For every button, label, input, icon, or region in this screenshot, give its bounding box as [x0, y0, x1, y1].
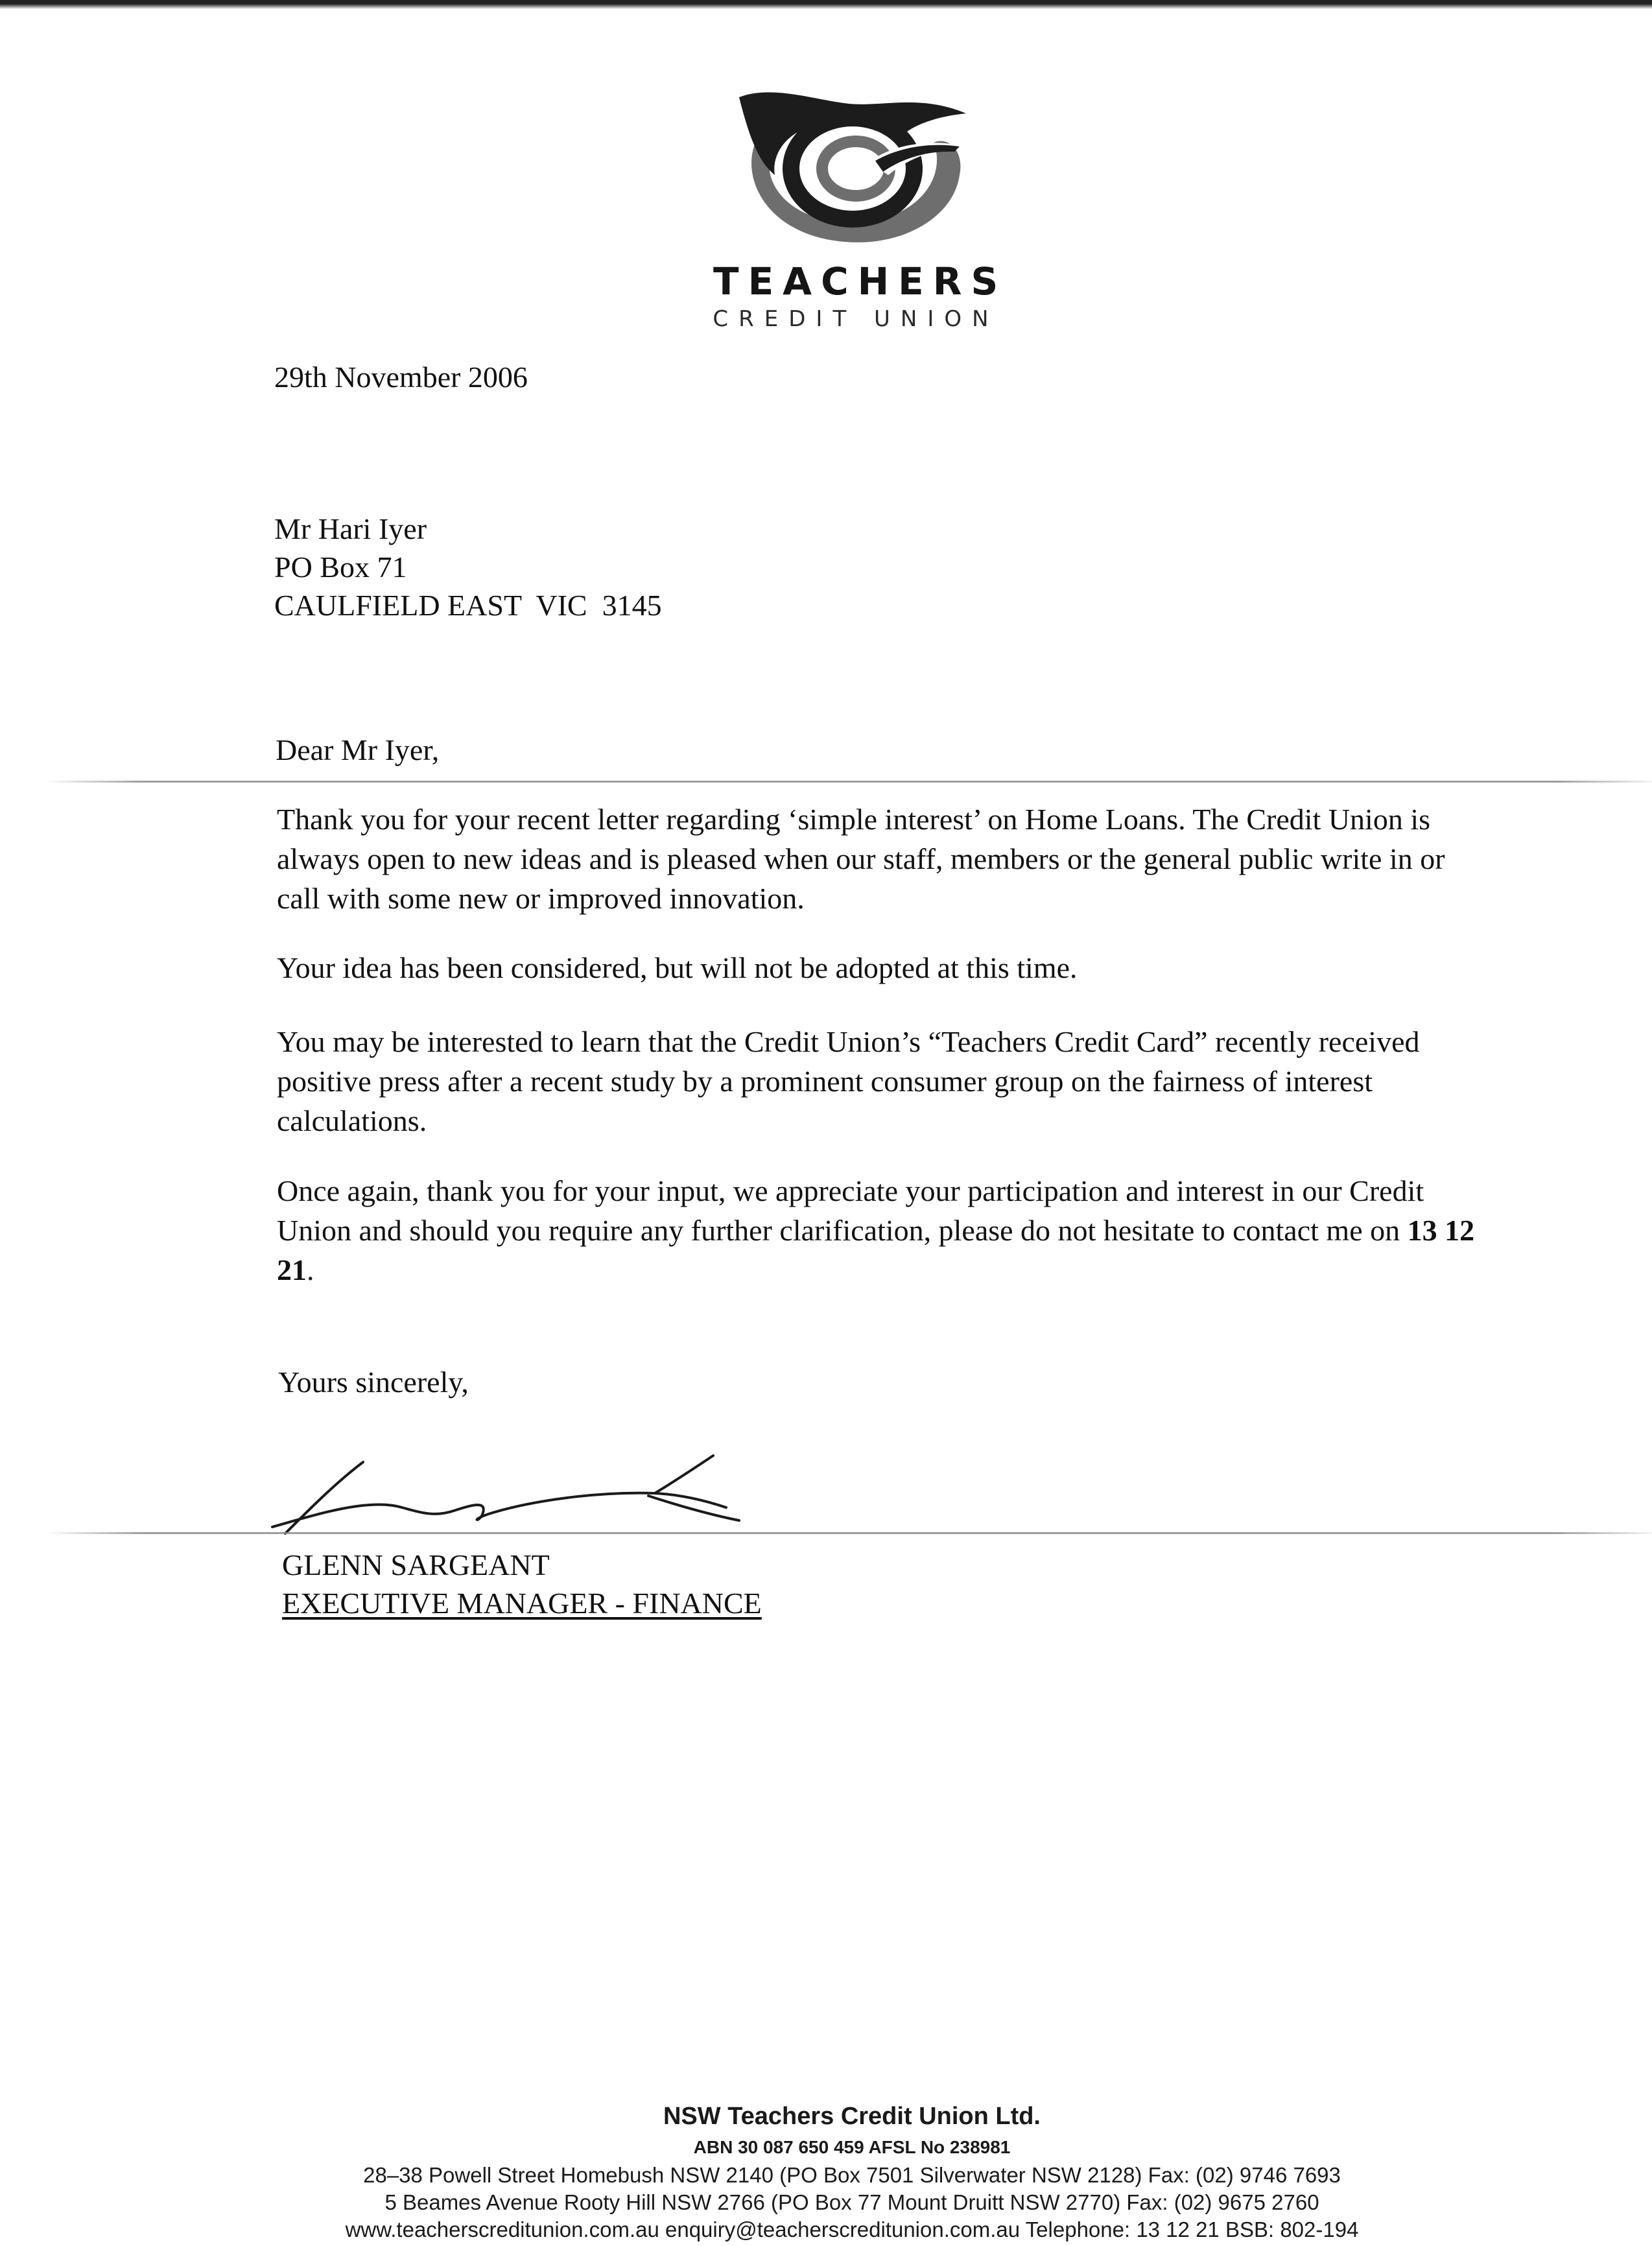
salutation: Dear Mr Iyer, [276, 733, 440, 766]
footer-registration: ABN 30 087 650 459 AFSL No 238981 [693, 2137, 1011, 2157]
closing-paragraph [277, 1171, 1483, 1290]
letter-date: 29th November 2006 [274, 361, 528, 394]
paragraph-text: Your idea has been considered, but will not be adopted at this time. [277, 951, 1078, 984]
fold-line [45, 1532, 1652, 1534]
paragraph-text: You may be interested to learn that the Credit Union’s “Teachers Credit Card” recently received positive press after a recent study by a prominent consumer group on the fairness of interest calculations. [277, 1025, 1420, 1137]
body-paragraph [277, 799, 1483, 918]
signatory-title: EXECUTIVE MANAGER - FINANCE [282, 1587, 762, 1620]
recipient-name: Mr Hari Iyer [274, 512, 427, 545]
teachers-credit-union-logo [713, 78, 1008, 332]
scan-edge [0, 0, 1652, 9]
valediction: Yours sincerely, [278, 1365, 469, 1399]
footer-contact: www.teacherscreditunion.com.au enquiry@teacherscreditunion.com.au Telephone: 13 12 21 BSB: 802-194 [345, 2217, 1359, 2241]
signature-icon [259, 1436, 778, 1540]
logo-wordmark: TEACHERS [713, 259, 1008, 303]
recipient-address-line1: PO Box 71 [274, 550, 407, 584]
fold-line [45, 781, 1652, 783]
logo-subtitle: CREDIT UNION [713, 306, 999, 332]
paragraph-text: Thank you for your recent letter regarding ‘simple interest’ on Home Loans. The Credit Union is always open to new ideas and is pleased when our staff, members or the general public write in or call with some new or improved innovation. [277, 803, 1445, 915]
logo-emblem-icon [713, 78, 998, 259]
body-paragraph [277, 948, 1483, 987]
footer-org-name: NSW Teachers Credit Union Ltd. [663, 2103, 1041, 2130]
body-paragraph [277, 1022, 1483, 1141]
closing-paragraph-text [277, 1171, 1483, 1290]
footer-address-homebush: 28–38 Powell Street Homebush NSW 2140 (PO Box 7501 Silverwater NSW 2128) Fax: (02) 9746 7693 [363, 2163, 1341, 2187]
closing-paragraph-end: . [307, 1253, 314, 1286]
recipient-address-line2: CAULFIELD EAST VIC 3145 [274, 589, 662, 622]
signatory-name: GLENN SARGEANT [282, 1548, 550, 1581]
footer-address-rooty-hill: 5 Beames Avenue Rooty Hill NSW 2766 (PO Box 77 Mount Druitt NSW 2770) Fax: (02) 9675 2760 [384, 2190, 1319, 2214]
contact-phone: 13 12 21 [277, 1214, 1475, 1286]
closing-paragraph-body: Once again, thank you for your input, we appreciate your participation and interest in our Credit Union and should you require any further clarification, please do not hesitate to contact me on [277, 1174, 1424, 1247]
